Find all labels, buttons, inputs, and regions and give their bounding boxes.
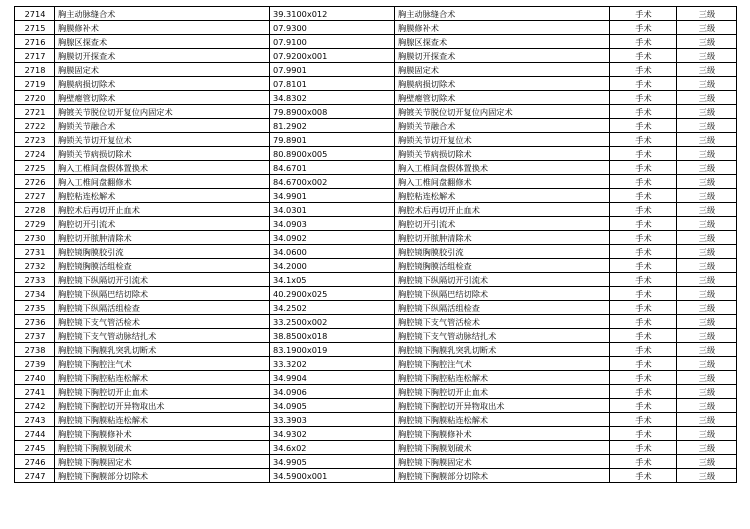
row-icd-code: 33.2500x002 [270,315,395,329]
row-code: 2734 [15,287,55,301]
row-code: 2714 [15,7,55,21]
row-category: 手术 [610,91,677,105]
row-icd-code: 34.9905 [270,455,395,469]
row-procedure-alias: 胸锁关节融合术 [395,119,610,133]
row-level: 三级 [677,301,737,315]
table-row [15,427,737,441]
row-code: 2736 [15,315,55,329]
row-code: 2743 [15,413,55,427]
row-category: 手术 [610,119,677,133]
row-icd-code: 34.6x02 [270,441,395,455]
row-code: 2732 [15,259,55,273]
row-procedure-name: 胸腔切开脓肿清除术 [55,231,270,245]
row-code: 2745 [15,441,55,455]
row-level: 三级 [677,273,737,287]
table-row [15,203,737,217]
row-code: 2728 [15,203,55,217]
row-procedure-alias: 胸腔镜下胸膜固定术 [395,455,610,469]
row-category: 手术 [610,399,677,413]
row-procedure-alias: 胸腔镜下支气管动脉结扎术 [395,329,610,343]
row-code: 2739 [15,357,55,371]
row-category: 手术 [610,147,677,161]
row-code: 2719 [15,77,55,91]
row-procedure-alias: 胸入工椎间盘翻修术 [395,175,610,189]
row-category: 手术 [610,245,677,259]
row-procedure-alias: 胸膜固定术 [395,63,610,77]
row-icd-code: 07.8101 [270,77,395,91]
row-category: 手术 [610,273,677,287]
table-row [15,413,737,427]
row-code: 2746 [15,455,55,469]
row-procedure-alias: 胸腔镜下胸腔切开异物取出术 [395,399,610,413]
row-category: 手术 [610,455,677,469]
row-procedure-alias: 胸腔镜胸膜胶引流 [395,245,610,259]
table-row [15,175,737,189]
row-category: 手术 [610,133,677,147]
row-procedure-alias: 胸腔切开脓肿清除术 [395,231,610,245]
row-code: 2721 [15,105,55,119]
row-icd-code: 34.2000 [270,259,395,273]
row-icd-code: 81.2902 [270,119,395,133]
table-row [15,329,737,343]
row-level: 三级 [677,231,737,245]
row-category: 手术 [610,343,677,357]
row-procedure-name: 胸锁关节病损切除术 [55,147,270,161]
table-row [15,357,737,371]
row-procedure-alias: 胸膜病损切除术 [395,77,610,91]
row-category: 手术 [610,175,677,189]
row-icd-code: 34.9904 [270,371,395,385]
row-icd-code: 34.9302 [270,427,395,441]
row-category: 手术 [610,329,677,343]
table-row [15,301,737,315]
row-procedure-alias: 胸腔镜下胸腔注气术 [395,357,610,371]
row-icd-code: 33.3903 [270,413,395,427]
row-icd-code: 38.8500x018 [270,329,395,343]
row-code: 2730 [15,231,55,245]
row-procedure-alias: 胸腔术后再切开止血术 [395,203,610,217]
row-icd-code: 34.0600 [270,245,395,259]
row-procedure-alias: 胸壁瘪管切除术 [395,91,610,105]
row-code: 2737 [15,329,55,343]
table-row [15,21,737,35]
row-procedure-name: 胸膜病损切除术 [55,77,270,91]
row-category: 手术 [610,7,677,21]
row-icd-code: 07.9100 [270,35,395,49]
row-icd-code: 79.8901 [270,133,395,147]
table-row [15,469,737,483]
row-procedure-alias: 胸主动脉缝合术 [395,7,610,21]
row-procedure-alias: 胸腔镜下胸膜部分切除术 [395,469,610,483]
row-icd-code: 34.8302 [270,91,395,105]
row-level: 三级 [677,427,737,441]
row-category: 手术 [610,35,677,49]
row-level: 三级 [677,35,737,49]
row-procedure-name: 胸膜修补术 [55,21,270,35]
row-procedure-name: 胸腔镜下纵隔切开引流术 [55,273,270,287]
row-code: 2747 [15,469,55,483]
row-procedure-name: 胸腔镜下胸腔注气术 [55,357,270,371]
row-code: 2715 [15,21,55,35]
table-row [15,49,737,63]
table-row [15,399,737,413]
row-level: 三级 [677,175,737,189]
row-procedure-name: 胸腔镜下胸膜粘连松解术 [55,413,270,427]
table-row [15,217,737,231]
row-code: 2727 [15,189,55,203]
row-procedure-alias: 胸膜切开探查术 [395,49,610,63]
row-category: 手术 [610,49,677,63]
row-icd-code: 33.3202 [270,357,395,371]
row-icd-code: 84.6700x002 [270,175,395,189]
row-procedure-name: 胸腺区探查术 [55,35,270,49]
row-level: 三级 [677,399,737,413]
row-code: 2716 [15,35,55,49]
row-code: 2729 [15,217,55,231]
row-procedure-alias: 胸腔镜下纵隔切开引流术 [395,273,610,287]
row-level: 三级 [677,315,737,329]
row-code: 2726 [15,175,55,189]
row-procedure-alias: 胸腔镜下胸膜修补术 [395,427,610,441]
row-level: 三级 [677,77,737,91]
table-row [15,147,737,161]
row-procedure-alias: 胸腔镜下胸膜粘连松解术 [395,413,610,427]
row-procedure-alias: 胸腔镜下胸腔切开止血术 [395,385,610,399]
row-code: 2735 [15,301,55,315]
row-level: 三级 [677,49,737,63]
row-level: 三级 [677,343,737,357]
row-procedure-name: 胸腔镜下胸膜固定术 [55,455,270,469]
table-row [15,7,737,21]
row-level: 三级 [677,455,737,469]
row-icd-code: 34.2502 [270,301,395,315]
table-row [15,343,737,357]
row-icd-code: 40.2900x025 [270,287,395,301]
row-icd-code: 80.8900x005 [270,147,395,161]
row-category: 手术 [610,105,677,119]
row-procedure-alias: 胸腔镜下支气管活检术 [395,315,610,329]
table-row [15,91,737,105]
row-procedure-name: 胸腔镜下胸膜划破术 [55,441,270,455]
row-level: 三级 [677,189,737,203]
row-procedure-name: 胸腔镜下胸腔粘连松解术 [55,371,270,385]
row-level: 三级 [677,63,737,77]
row-category: 手术 [610,371,677,385]
row-level: 三级 [677,133,737,147]
row-procedure-name: 胸腔镜胸膜胶引流 [55,245,270,259]
row-category: 手术 [610,357,677,371]
row-level: 三级 [677,287,737,301]
row-procedure-alias: 胸腔镜下胸膜划破术 [395,441,610,455]
row-code: 2738 [15,343,55,357]
row-procedure-name: 胸壁瘪管切除术 [55,91,270,105]
table-row [15,189,737,203]
row-category: 手术 [610,315,677,329]
row-level: 三级 [677,469,737,483]
row-procedure-name: 胸腔镜下胸腔切开异物取出术 [55,399,270,413]
row-level: 三级 [677,21,737,35]
table-row [15,63,737,77]
row-procedure-alias: 胸腔镜下纵隔活组检查 [395,301,610,315]
row-procedure-alias: 胸锁关节病损切除术 [395,147,610,161]
row-level: 三级 [677,119,737,133]
row-code: 2718 [15,63,55,77]
table-row [15,273,737,287]
row-code: 2724 [15,147,55,161]
row-procedure-alias: 胸腔镜下纵隔巴结切除术 [395,287,610,301]
row-level: 三级 [677,245,737,259]
row-icd-code: 07.9300 [270,21,395,35]
row-icd-code: 34.0903 [270,217,395,231]
row-icd-code: 83.1900x019 [270,343,395,357]
row-procedure-alias: 胸腔镜胸膜活组检查 [395,259,610,273]
procedure-table [14,6,737,483]
table-row [15,105,737,119]
row-level: 三级 [677,357,737,371]
row-category: 手术 [610,301,677,315]
row-level: 三级 [677,413,737,427]
row-code: 2722 [15,119,55,133]
row-procedure-name: 胸锁关节切开复位术 [55,133,270,147]
table-row [15,245,737,259]
table-row [15,441,737,455]
row-code: 2733 [15,273,55,287]
row-procedure-alias: 胸腺区探查术 [395,35,610,49]
row-category: 手术 [610,427,677,441]
row-category: 手术 [610,203,677,217]
table-row [15,287,737,301]
table-row [15,455,737,469]
row-procedure-name: 胸腔镜下胸腔切开止血术 [55,385,270,399]
row-level: 三级 [677,105,737,119]
row-code: 2723 [15,133,55,147]
row-level: 三级 [677,217,737,231]
row-icd-code: 34.0902 [270,231,395,245]
row-icd-code: 34.9901 [270,189,395,203]
row-icd-code: 34.5900x001 [270,469,395,483]
row-icd-code: 34.0301 [270,203,395,217]
row-procedure-name: 胸主动脉缝合术 [55,7,270,21]
row-procedure-name: 胸腔术后再切开止血术 [55,203,270,217]
row-level: 三级 [677,203,737,217]
table-body [15,7,737,483]
row-category: 手术 [610,189,677,203]
row-category: 手术 [610,469,677,483]
row-procedure-name: 胸腔镜胸膜活组检查 [55,259,270,273]
row-category: 手术 [610,231,677,245]
row-icd-code: 84.6701 [270,161,395,175]
row-code: 2742 [15,399,55,413]
row-procedure-name: 胸膜固定术 [55,63,270,77]
row-icd-code: 34.1x05 [270,273,395,287]
row-category: 手术 [610,77,677,91]
row-icd-code: 34.0906 [270,385,395,399]
row-category: 手术 [610,21,677,35]
row-procedure-name: 胸腔切开引流术 [55,217,270,231]
row-procedure-name: 胸腔镜下胸膜修补术 [55,427,270,441]
row-level: 三级 [677,441,737,455]
row-procedure-alias: 胸腔切开引流术 [395,217,610,231]
table-row [15,161,737,175]
table-row [15,133,737,147]
row-category: 手术 [610,217,677,231]
row-procedure-name: 胸腔粘连松解术 [55,189,270,203]
row-category: 手术 [610,413,677,427]
row-procedure-alias: 胸锁关节切开复位术 [395,133,610,147]
row-category: 手术 [610,287,677,301]
row-procedure-name: 胸腔镜下支气管活检术 [55,315,270,329]
row-category: 手术 [610,385,677,399]
row-procedure-name: 胸腔镜下支气管动脉结扎术 [55,329,270,343]
table-row [15,259,737,273]
row-level: 三级 [677,371,737,385]
row-category: 手术 [610,63,677,77]
table-row [15,371,737,385]
row-procedure-alias: 胸入工椎间盘假体置换术 [395,161,610,175]
table-row [15,119,737,133]
row-level: 三级 [677,329,737,343]
row-code: 2720 [15,91,55,105]
row-procedure-name: 胸腔镜下胸膜乳突乳切断术 [55,343,270,357]
row-icd-code: 07.9901 [270,63,395,77]
row-procedure-name: 胸入工椎间盘翻修术 [55,175,270,189]
row-code: 2744 [15,427,55,441]
row-procedure-name: 胸腔镜下胸膜部分切除术 [55,469,270,483]
row-code: 2725 [15,161,55,175]
row-icd-code: 07.9200x001 [270,49,395,63]
table-row [15,35,737,49]
row-level: 三级 [677,7,737,21]
row-level: 三级 [677,385,737,399]
table-row [15,231,737,245]
row-level: 三级 [677,91,737,105]
row-icd-code: 34.0905 [270,399,395,413]
row-procedure-name: 胸膜切开探查术 [55,49,270,63]
row-procedure-alias: 胸腔粘连松解术 [395,189,610,203]
row-category: 手术 [610,441,677,455]
row-category: 手术 [610,161,677,175]
row-procedure-alias: 胸腔镜下胸膜乳突乳切断术 [395,343,610,357]
row-code: 2741 [15,385,55,399]
row-code: 2731 [15,245,55,259]
row-procedure-alias: 胸镀关节脱位切开复位内固定术 [395,105,610,119]
row-icd-code: 39.3100x012 [270,7,395,21]
table-row [15,315,737,329]
row-procedure-name: 胸腔镜下纵隔巴结切除术 [55,287,270,301]
table-row [15,385,737,399]
row-icd-code: 79.8900x008 [270,105,395,119]
row-level: 三级 [677,147,737,161]
row-category: 手术 [610,259,677,273]
row-code: 2717 [15,49,55,63]
row-procedure-name: 胸入工椎间盘假体置换术 [55,161,270,175]
row-procedure-alias: 胸腔镜下胸腔粘连松解术 [395,371,610,385]
row-procedure-name: 胸锁关节融合术 [55,119,270,133]
row-level: 三级 [677,259,737,273]
row-procedure-name: 胸腔镜下纵隔活组检查 [55,301,270,315]
row-procedure-name: 胸镀关节脱位切开复位内固定术 [55,105,270,119]
row-code: 2740 [15,371,55,385]
row-procedure-alias: 胸膜修补术 [395,21,610,35]
row-level: 三级 [677,161,737,175]
table-row [15,77,737,91]
